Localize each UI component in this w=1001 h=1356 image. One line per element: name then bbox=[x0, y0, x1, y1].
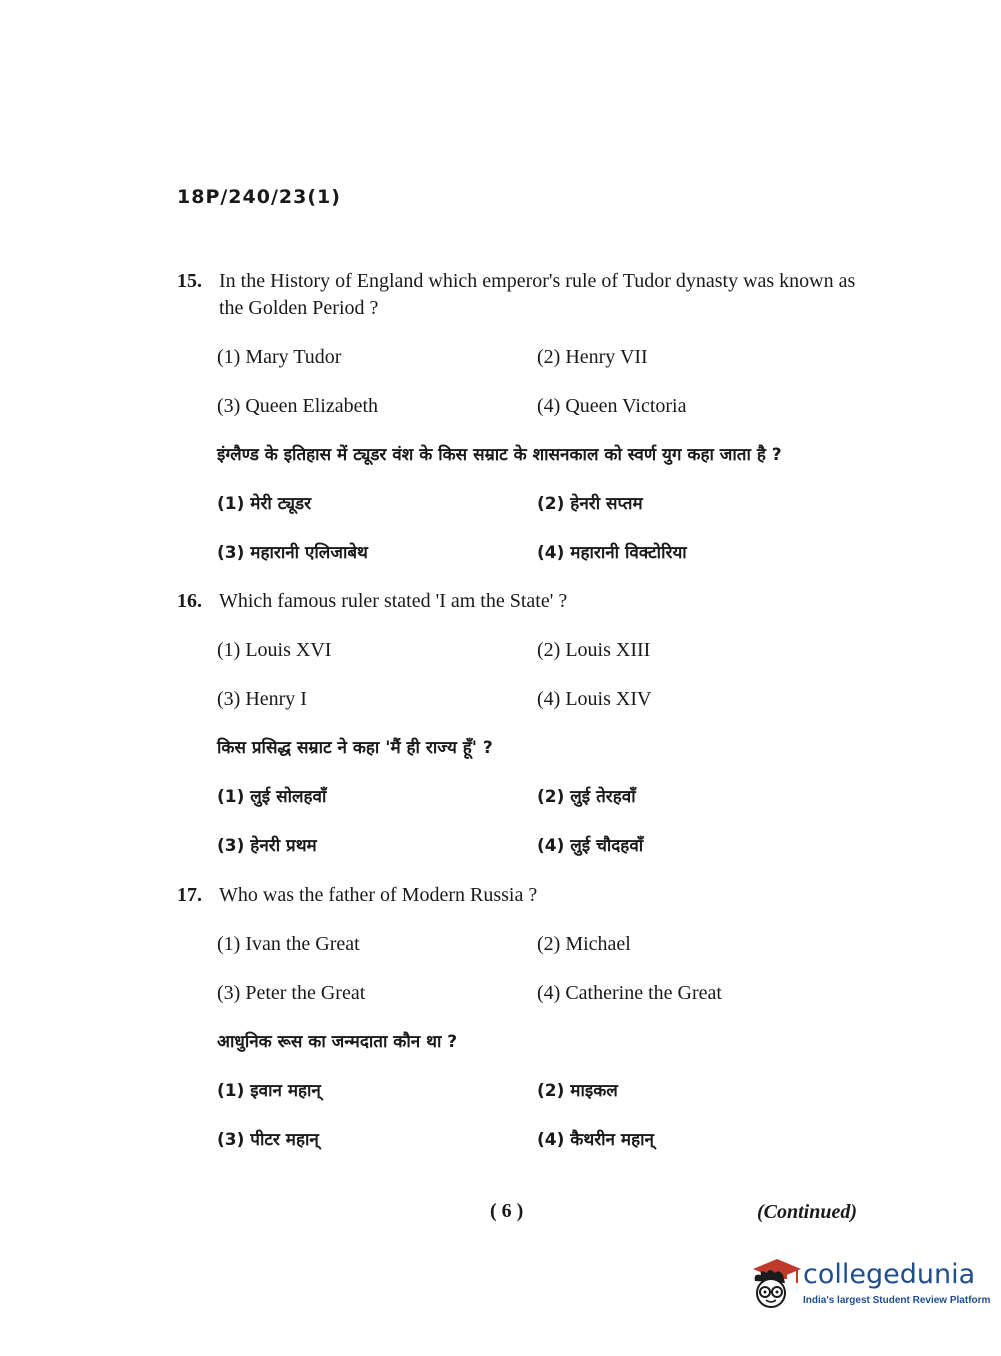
option-3-hi: (3) हेनरी प्रथम bbox=[217, 836, 317, 856]
question-number: 16. bbox=[177, 590, 202, 612]
logo-wordmark: collegedunia bbox=[803, 1259, 976, 1290]
option-4-en: (4) Queen Victoria bbox=[537, 395, 687, 417]
mascot-icon bbox=[745, 1255, 803, 1313]
question-17 bbox=[177, 882, 867, 1154]
option-1-en: (1) Louis XVI bbox=[217, 639, 332, 661]
paper-code: 18P/240/23(1) bbox=[177, 186, 341, 208]
page-number: ( 6 ) bbox=[490, 1200, 524, 1222]
option-4-en: (4) Louis XIV bbox=[537, 688, 652, 710]
question-prompt-en: Who was the father of Modern Russia ? bbox=[219, 884, 538, 906]
option-1-en: (1) Mary Tudor bbox=[217, 346, 342, 368]
question-prompt-en: Which famous ruler stated 'I am the State' ? bbox=[219, 590, 568, 612]
option-1-hi: (1) लुई सोलहवाँ bbox=[217, 787, 327, 807]
option-1-en: (1) Ivan the Great bbox=[217, 933, 360, 955]
options-hi bbox=[217, 1078, 867, 1154]
option-3-hi: (3) पीटर महान् bbox=[217, 1130, 319, 1150]
option-3-en: (3) Peter the Great bbox=[217, 982, 366, 1004]
question-number: 17. bbox=[177, 884, 202, 906]
option-2-en: (2) Henry VII bbox=[537, 346, 648, 368]
question-prompt-en: In the History of England which emperor's rule of Tudor dynasty was known as the Golden Period ? bbox=[219, 270, 856, 319]
options-en bbox=[217, 344, 867, 420]
option-3-en: (3) Henry I bbox=[217, 688, 307, 710]
question-prompt-hi: आधुनिक रूस का जन्मदाता कौन था ? bbox=[217, 1032, 458, 1052]
options-hi bbox=[217, 491, 867, 567]
option-2-hi: (2) हेनरी सप्तम bbox=[537, 494, 643, 514]
question-16 bbox=[177, 588, 867, 860]
question-text-en bbox=[177, 268, 867, 322]
option-4-en: (4) Catherine the Great bbox=[537, 982, 722, 1004]
question-number: 15. bbox=[177, 270, 202, 292]
logo-tagline: India's largest Student Review Platform bbox=[803, 1295, 991, 1306]
option-3-en: (3) Queen Elizabeth bbox=[217, 395, 379, 417]
question-text-en bbox=[177, 588, 867, 615]
option-4-hi: (4) लुई चौदहवाँ bbox=[537, 836, 644, 856]
options-en bbox=[217, 637, 867, 713]
option-3-hi: (3) महारानी एलिजाबेथ bbox=[217, 543, 368, 563]
option-1-hi: (1) इवान महान् bbox=[217, 1081, 321, 1101]
option-2-en: (2) Louis XIII bbox=[537, 639, 651, 661]
option-1-hi: (1) मेरी ट्यूडर bbox=[217, 494, 312, 514]
continued-label: (Continued) bbox=[757, 1201, 858, 1223]
options-en bbox=[217, 931, 867, 1007]
collegedunia-logo bbox=[745, 1255, 991, 1315]
question-text-en bbox=[177, 882, 867, 909]
options-hi bbox=[217, 784, 867, 860]
question-prompt-hi: इंग्लैण्ड के इतिहास में ट्यूडर वंश के किस सम्राट के शासनकाल को स्वर्ण युग कहा जाता है ? bbox=[217, 445, 782, 465]
option-4-hi: (4) महारानी विक्टोरिया bbox=[537, 543, 687, 563]
option-2-hi: (2) माइकल bbox=[537, 1081, 618, 1101]
option-4-hi: (4) कैथरीन महान् bbox=[537, 1130, 654, 1150]
question-15 bbox=[177, 268, 867, 567]
option-2-en: (2) Michael bbox=[537, 933, 631, 955]
option-2-hi: (2) लुई तेरहवाँ bbox=[537, 787, 636, 807]
question-prompt-hi: किस प्रसिद्ध सम्राट ने कहा 'मैं ही राज्य हूँ' ? bbox=[217, 738, 493, 758]
